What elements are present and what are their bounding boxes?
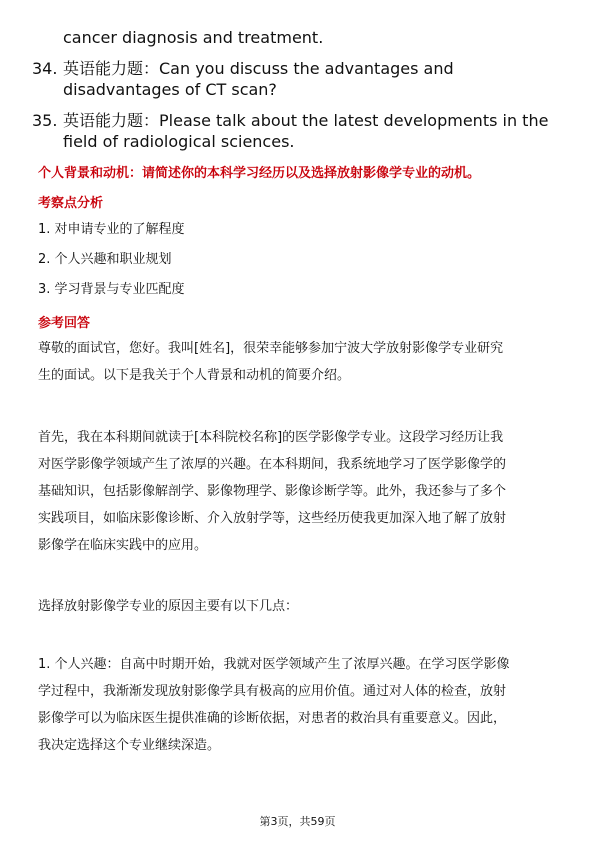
answer-p2-line5: 影像学在临床实践中的应用。 — [38, 538, 208, 553]
section-title: 个人背景和动机：请简述你的本科学习经历以及选择放射影像学专业的动机。 — [38, 166, 481, 181]
answer-p2-line4: 实践项目，如临床影像诊断、介入放射学等，这些经历使我更加深入地了解了放射 — [38, 511, 507, 526]
answer-p4-line3: 影像学可以为临床医生提供准确的诊断依据，对患者的救治具有重要意义。因此， — [38, 711, 507, 726]
answer-p2-line2: 对医学影像学领域产生了浓厚的兴趣。在本科期间，我系统地学习了医学影像学的 — [38, 457, 507, 472]
question-34-line1: 英语能力题：Can you discuss the advantages and — [63, 59, 454, 78]
analysis-item-1: 1. 对申请专业的了解程度 — [38, 222, 185, 237]
answer-p1-line1: 尊敬的面试官，您好。我叫[姓名]，很荣幸能够参加宁波大学放射影像学专业研究 — [38, 341, 504, 356]
answer-p2-line1: 首先，我在本科期间就读于[本科院校名称]的医学影像学专业。这段学习经历让我 — [38, 430, 504, 445]
question-34-number: 34. — [32, 59, 58, 78]
answer-p4-line2: 学过程中，我渐渐发现放射影像学具有极高的应用价值。通过对人体的检查，放射 — [38, 684, 507, 699]
answer-p2-line3: 基础知识，包括影像解剖学、影像物理学、影像诊断学等。此外，我还参与了多个 — [38, 484, 507, 499]
answer-p4-line1: 1. 个人兴趣：自高中时期开始，我就对医学领域产生了浓厚兴趣。在学习医学影像 — [38, 657, 510, 672]
question-35-number: 35. — [32, 111, 58, 130]
question-34-line2: disadvantages of CT scan? — [63, 80, 277, 99]
answer-p4-line4: 我决定选择这个专业继续深造。 — [38, 738, 221, 753]
question-carryover-line: cancer diagnosis and treatment. — [63, 28, 324, 47]
answer-heading: 参考回答 — [38, 316, 91, 331]
question-35-line1: 英语能力题：Please talk about the latest developments in the — [63, 111, 549, 130]
answer-p3-line1: 选择放射影像学专业的原因主要有以下几点： — [38, 599, 299, 614]
analysis-item-2: 2. 个人兴趣和职业规划 — [38, 252, 172, 267]
answer-p1-line2: 生的面试。以下是我关于个人背景和动机的简要介绍。 — [38, 368, 351, 383]
analysis-heading: 考察点分析 — [38, 196, 104, 211]
analysis-item-3: 3. 学习背景与专业匹配度 — [38, 282, 185, 297]
question-35-line2: field of radiological sciences. — [63, 132, 295, 151]
page-number-footer: 第3页，共59页 — [259, 815, 336, 828]
